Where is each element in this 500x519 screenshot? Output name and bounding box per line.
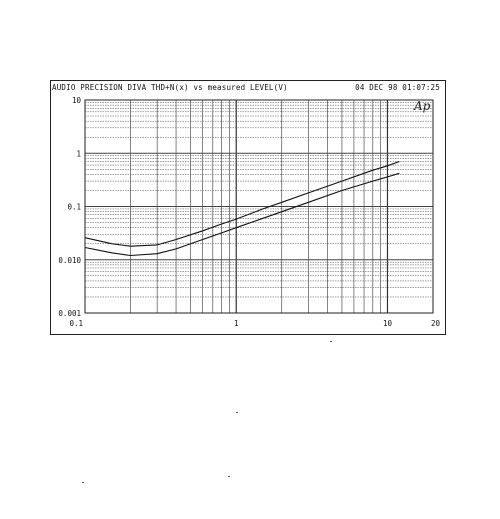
x-tick-label: 20	[431, 319, 441, 328]
chart-title: AUDIO PRECISION DIVA THD+N(x) vs measured LEVEL(V)	[52, 83, 288, 92]
scan-speck	[228, 476, 230, 477]
y-tick-label: 0.001	[58, 309, 81, 318]
y-tick-label: 10	[71, 96, 81, 105]
series-line-1	[85, 162, 399, 247]
tick-labels	[58, 96, 440, 328]
y-tick-label: 0.1	[67, 202, 81, 212]
x-tick-label: 1	[233, 319, 239, 328]
timestamp: 04 DEC 98 01:07:25	[355, 83, 440, 92]
grid	[85, 100, 433, 313]
scan-speck	[82, 482, 84, 483]
y-tick-label: 0.010	[58, 255, 81, 265]
x-tick-label: 0.1	[69, 319, 83, 328]
scan-speck	[330, 341, 332, 342]
x-tick-label: 10	[382, 319, 392, 328]
scan-speck	[236, 412, 238, 413]
series-line-2	[85, 173, 399, 255]
y-tick-label: 1	[76, 149, 81, 159]
series-layer	[85, 162, 399, 256]
ap-logo: Ap	[414, 99, 431, 113]
